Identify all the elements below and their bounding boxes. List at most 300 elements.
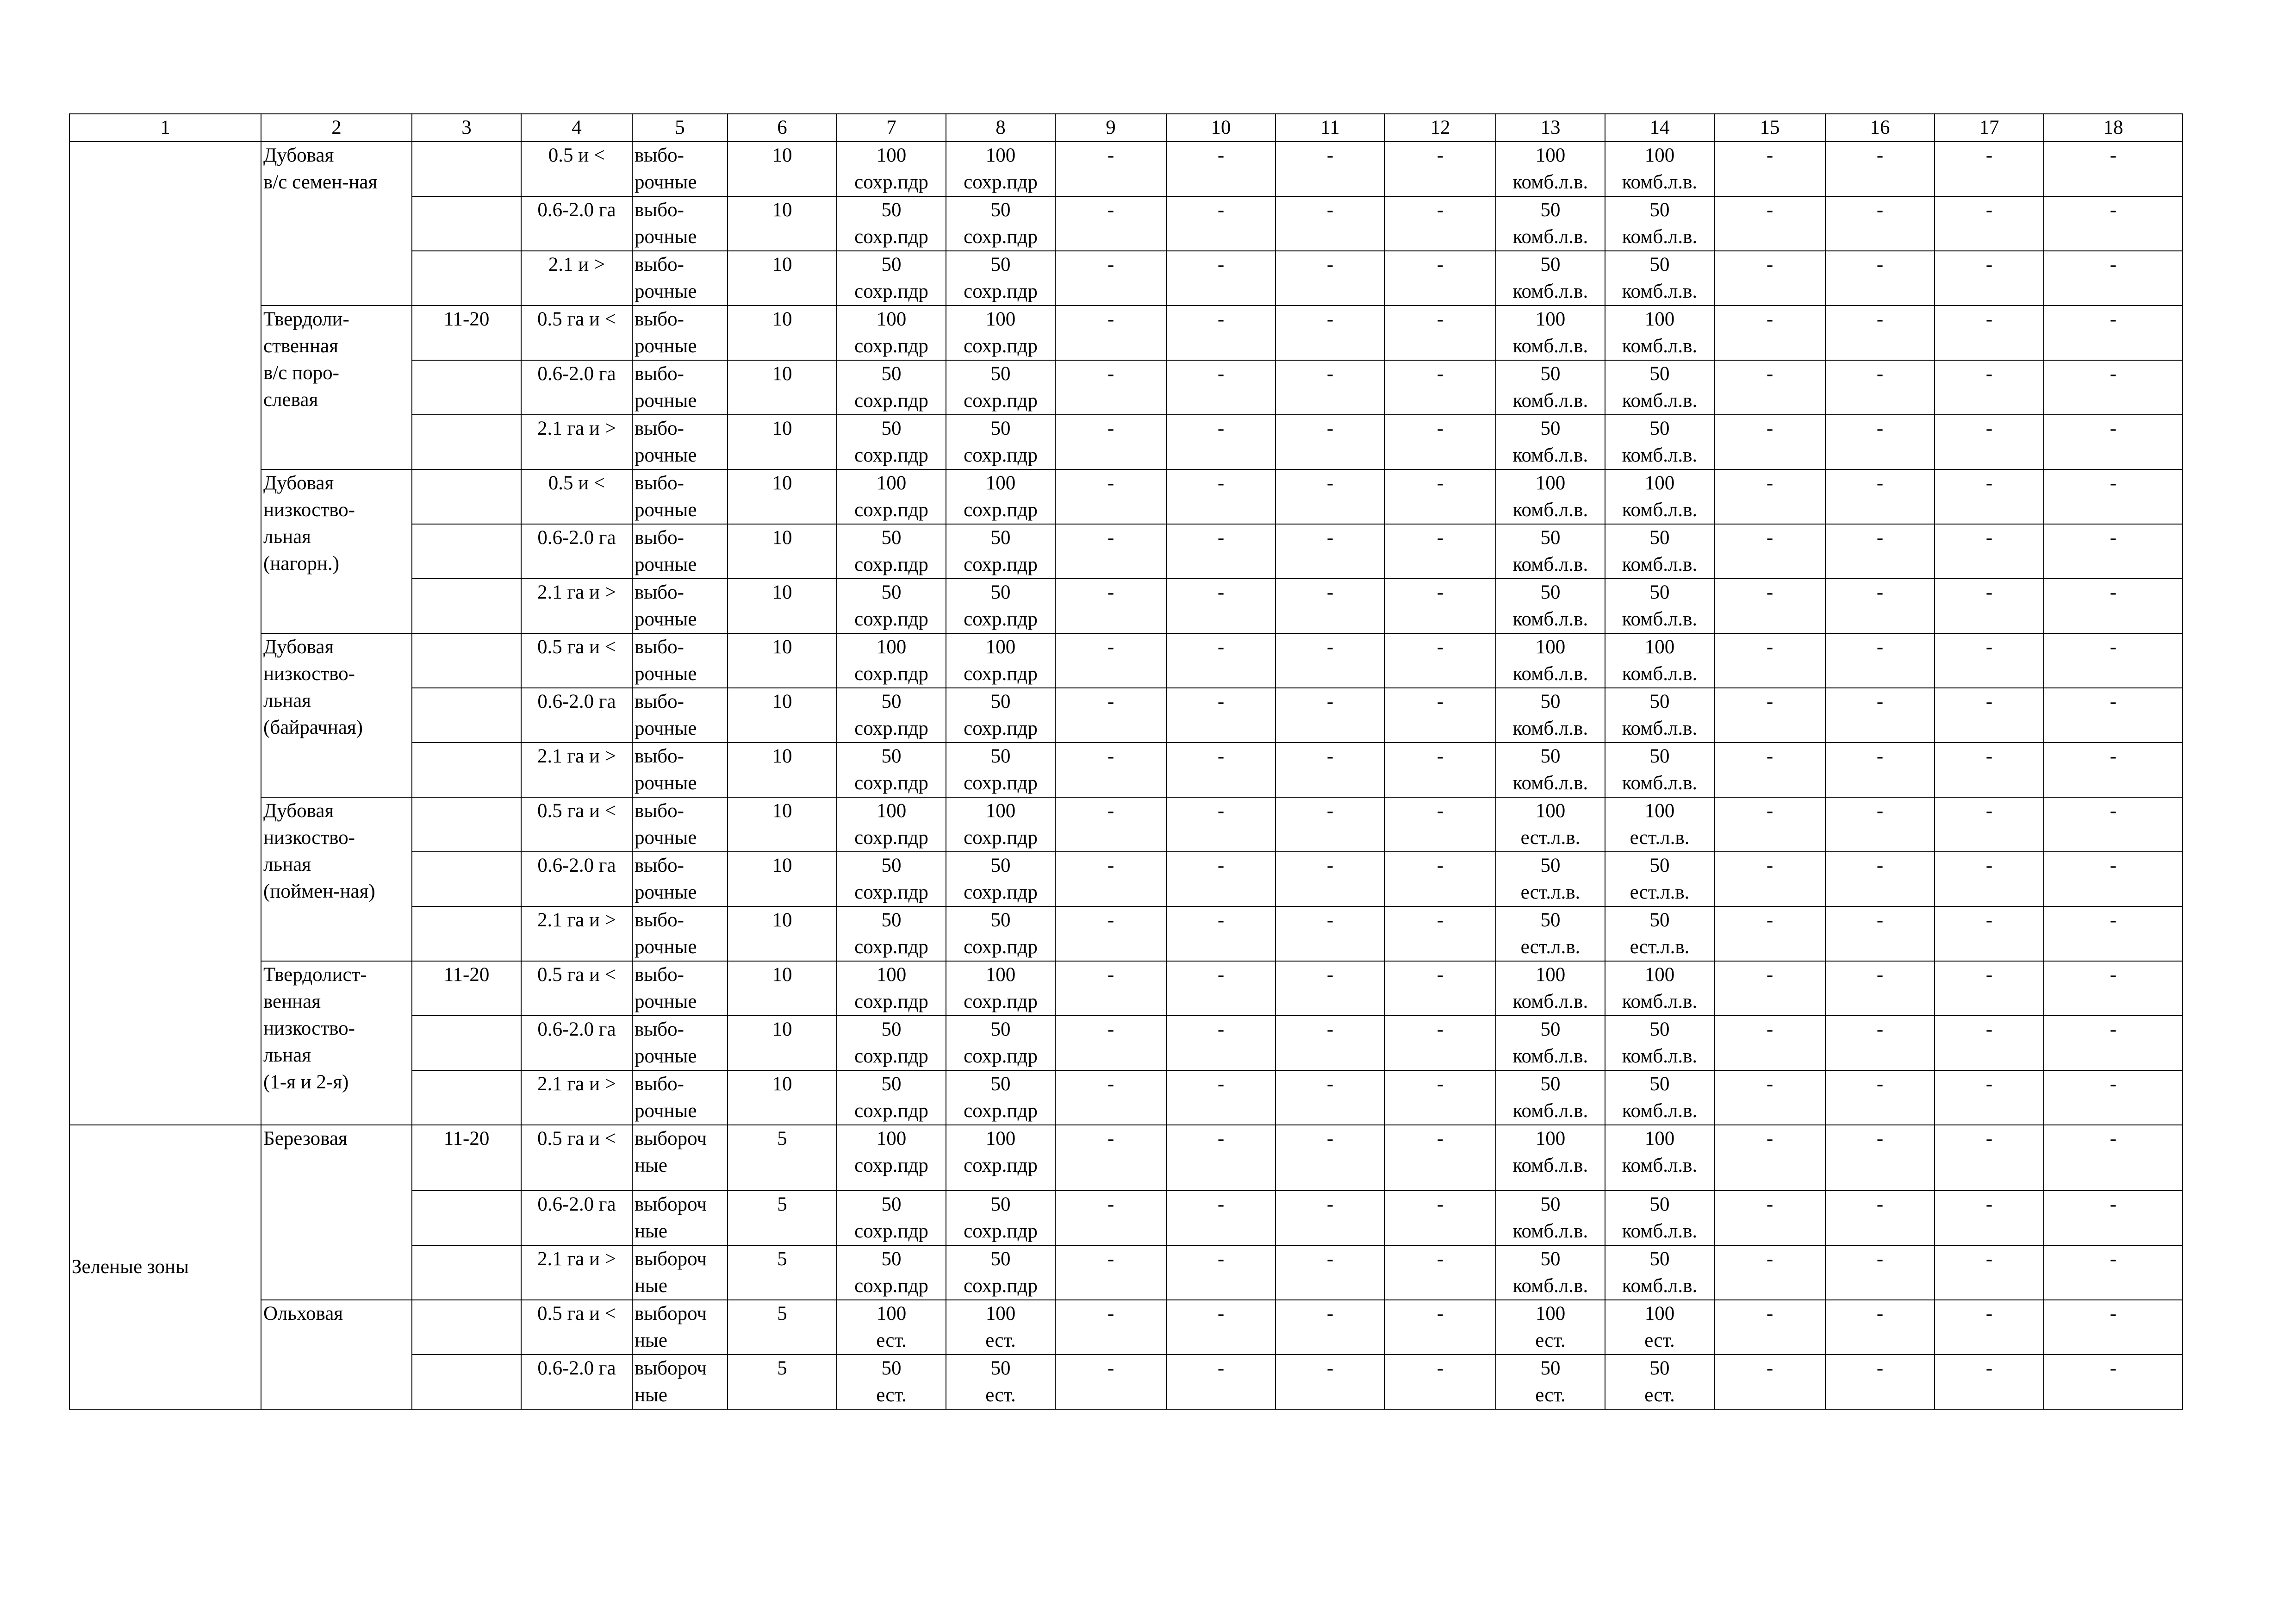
value-cell-c8: 50 сохр.пдр [946, 1191, 1055, 1245]
value-cell-c16: - [1825, 743, 1935, 797]
age-cell: 11-20 [412, 306, 521, 360]
value-cell-c12: - [1385, 688, 1496, 743]
value-cell-c18: - [2044, 142, 2183, 196]
value-cell-c7: 100 ест. [837, 1300, 946, 1355]
table-row [69, 797, 2183, 852]
area-cell: 0.5 га и < [521, 797, 632, 852]
value-cell-c15: - [1714, 633, 1825, 688]
value-cell-c17: - [1935, 1191, 2044, 1245]
value-cell-c13: 50 комб.л.в. [1496, 360, 1605, 415]
value-cell-c10: - [1166, 1070, 1276, 1125]
value-cell-c11: - [1276, 961, 1385, 1016]
value-cell-c18: - [2044, 306, 2183, 360]
value-cell-c12: - [1385, 469, 1496, 524]
area-cell: 0.6-2.0 га [521, 524, 632, 579]
value-cell-c7: 100 сохр.пдр [837, 142, 946, 196]
rate-cell: 10 [728, 142, 837, 196]
value-cell-c14: 50 комб.л.в. [1605, 579, 1714, 633]
header-cell: 10 [1166, 114, 1276, 142]
method-cell: выбороч ные [632, 1300, 728, 1355]
value-cell-c7: 50 сохр.пдр [837, 906, 946, 961]
header-row [69, 114, 2183, 142]
value-cell-c7: 100 сохр.пдр [837, 1125, 946, 1191]
value-cell-c13: 50 комб.л.в. [1496, 251, 1605, 306]
value-cell-c17: - [1935, 1300, 2044, 1355]
value-cell-c11: - [1276, 1191, 1385, 1245]
age-cell [412, 469, 521, 524]
value-cell-c11: - [1276, 306, 1385, 360]
value-cell-c17: - [1935, 961, 2044, 1016]
value-cell-c11: - [1276, 360, 1385, 415]
value-cell-c9: - [1055, 142, 1166, 196]
value-cell-c14: 50 ест.л.в. [1605, 852, 1714, 906]
value-cell-c10: - [1166, 469, 1276, 524]
value-cell-c17: - [1935, 633, 2044, 688]
method-cell: выбо- рочные [632, 306, 728, 360]
value-cell-c16: - [1825, 306, 1935, 360]
value-cell-c17: - [1935, 852, 2044, 906]
area-cell: 2.1 га и > [521, 1070, 632, 1125]
rate-cell: 5 [728, 1191, 837, 1245]
value-cell-c17: - [1935, 360, 2044, 415]
rate-cell: 10 [728, 415, 837, 469]
value-cell-c12: - [1385, 1191, 1496, 1245]
value-cell-c18: - [2044, 1300, 2183, 1355]
value-cell-c10: - [1166, 1245, 1276, 1300]
value-cell-c7: 100 сохр.пдр [837, 469, 946, 524]
stand-type-cell: Березовая [261, 1125, 412, 1300]
value-cell-c16: - [1825, 360, 1935, 415]
area-cell: 0.6-2.0 га [521, 1016, 632, 1070]
header-cell: 4 [521, 114, 632, 142]
zone-label: Зеленые зоны [72, 1256, 189, 1278]
value-cell-c9: - [1055, 1355, 1166, 1409]
value-cell-c11: - [1276, 524, 1385, 579]
value-cell-c16: - [1825, 797, 1935, 852]
value-cell-c16: - [1825, 1355, 1935, 1409]
area-cell: 2.1 га и > [521, 906, 632, 961]
value-cell-c15: - [1714, 797, 1825, 852]
age-cell [412, 415, 521, 469]
value-cell-c12: - [1385, 1355, 1496, 1409]
value-cell-c10: - [1166, 251, 1276, 306]
value-cell-c17: - [1935, 797, 2044, 852]
header-cell: 7 [837, 114, 946, 142]
value-cell-c8: 100 сохр.пдр [946, 633, 1055, 688]
age-cell: 11-20 [412, 961, 521, 1016]
value-cell-c8: 50 сохр.пдр [946, 579, 1055, 633]
value-cell-c14: 100 комб.л.в. [1605, 961, 1714, 1016]
value-cell-c11: - [1276, 1070, 1385, 1125]
value-cell-c7: 50 сохр.пдр [837, 688, 946, 743]
value-cell-c14: 50 комб.л.в. [1605, 360, 1714, 415]
value-cell-c8: 50 ест. [946, 1355, 1055, 1409]
value-cell-c10: - [1166, 743, 1276, 797]
header-cell: 3 [412, 114, 521, 142]
method-cell: выбороч ные [632, 1191, 728, 1245]
value-cell-c9: - [1055, 1245, 1166, 1300]
value-cell-c14: 100 комб.л.в. [1605, 633, 1714, 688]
value-cell-c12: - [1385, 142, 1496, 196]
age-cell [412, 1191, 521, 1245]
value-cell-c15: - [1714, 852, 1825, 906]
value-cell-c13: 100 комб.л.в. [1496, 633, 1605, 688]
age-cell [412, 251, 521, 306]
value-cell-c9: - [1055, 524, 1166, 579]
value-cell-c7: 50 сохр.пдр [837, 251, 946, 306]
age-cell [412, 1355, 521, 1409]
value-cell-c14: 50 комб.л.в. [1605, 743, 1714, 797]
value-cell-c18: - [2044, 1245, 2183, 1300]
value-cell-c11: - [1276, 1245, 1385, 1300]
age-cell [412, 906, 521, 961]
value-cell-c18: - [2044, 1191, 2183, 1245]
header-cell: 16 [1825, 114, 1935, 142]
table-row [69, 306, 2183, 360]
table-row [69, 1125, 2183, 1191]
value-cell-c14: 50 комб.л.в. [1605, 251, 1714, 306]
stand-type-cell: Твердолист- венная низкоство- льная (1-я и 2-я) [261, 961, 412, 1125]
area-cell: 0.6-2.0 га [521, 688, 632, 743]
value-cell-c17: - [1935, 579, 2044, 633]
value-cell-c7: 100 сохр.пдр [837, 633, 946, 688]
value-cell-c13: 50 комб.л.в. [1496, 1016, 1605, 1070]
value-cell-c16: - [1825, 1070, 1935, 1125]
zone-cell [69, 1125, 261, 1409]
value-cell-c18: - [2044, 579, 2183, 633]
value-cell-c8: 50 сохр.пдр [946, 415, 1055, 469]
value-cell-c17: - [1935, 743, 2044, 797]
value-cell-c7: 50 ест. [837, 1355, 946, 1409]
value-cell-c17: - [1935, 1355, 2044, 1409]
value-cell-c18: - [2044, 1125, 2183, 1191]
value-cell-c9: - [1055, 961, 1166, 1016]
value-cell-c13: 50 комб.л.в. [1496, 743, 1605, 797]
value-cell-c16: - [1825, 961, 1935, 1016]
value-cell-c14: 50 комб.л.в. [1605, 1245, 1714, 1300]
method-cell: выбо- рочные [632, 415, 728, 469]
header-cell: 5 [632, 114, 728, 142]
value-cell-c16: - [1825, 251, 1935, 306]
method-cell: выбо- рочные [632, 142, 728, 196]
value-cell-c7: 50 сохр.пдр [837, 1070, 946, 1125]
value-cell-c16: - [1825, 142, 1935, 196]
value-cell-c15: - [1714, 469, 1825, 524]
value-cell-c8: 50 сохр.пдр [946, 906, 1055, 961]
value-cell-c14: 50 комб.л.в. [1605, 524, 1714, 579]
value-cell-c18: - [2044, 251, 2183, 306]
value-cell-c8: 50 сохр.пдр [946, 1070, 1055, 1125]
rate-cell: 10 [728, 961, 837, 1016]
value-cell-c7: 50 сохр.пдр [837, 1191, 946, 1245]
age-cell [412, 1300, 521, 1355]
value-cell-c10: - [1166, 797, 1276, 852]
value-cell-c7: 50 сохр.пдр [837, 360, 946, 415]
value-cell-c8: 100 сохр.пдр [946, 306, 1055, 360]
value-cell-c10: - [1166, 961, 1276, 1016]
age-cell [412, 852, 521, 906]
value-cell-c15: - [1714, 961, 1825, 1016]
value-cell-c9: - [1055, 852, 1166, 906]
value-cell-c9: - [1055, 1070, 1166, 1125]
value-cell-c11: - [1276, 906, 1385, 961]
rate-cell: 10 [728, 469, 837, 524]
value-cell-c9: - [1055, 196, 1166, 251]
area-cell: 0.5 га и < [521, 961, 632, 1016]
value-cell-c8: 50 сохр.пдр [946, 1016, 1055, 1070]
method-cell: выбороч ные [632, 1245, 728, 1300]
rate-cell: 10 [728, 906, 837, 961]
header-cell: 14 [1605, 114, 1714, 142]
value-cell-c18: - [2044, 415, 2183, 469]
value-cell-c16: - [1825, 1125, 1935, 1191]
value-cell-c12: - [1385, 743, 1496, 797]
value-cell-c15: - [1714, 1016, 1825, 1070]
value-cell-c12: - [1385, 1300, 1496, 1355]
value-cell-c13: 50 комб.л.в. [1496, 1070, 1605, 1125]
rate-cell: 10 [728, 579, 837, 633]
value-cell-c7: 100 сохр.пдр [837, 961, 946, 1016]
value-cell-c11: - [1276, 1125, 1385, 1191]
value-cell-c18: - [2044, 961, 2183, 1016]
rate-cell: 10 [728, 1016, 837, 1070]
value-cell-c13: 50 ест.л.в. [1496, 906, 1605, 961]
value-cell-c12: - [1385, 415, 1496, 469]
age-cell [412, 360, 521, 415]
value-cell-c9: - [1055, 1125, 1166, 1191]
value-cell-c9: - [1055, 251, 1166, 306]
value-cell-c12: - [1385, 251, 1496, 306]
header-cell: 12 [1385, 114, 1496, 142]
age-cell [412, 633, 521, 688]
value-cell-c18: - [2044, 743, 2183, 797]
value-cell-c15: - [1714, 688, 1825, 743]
value-cell-c13: 100 комб.л.в. [1496, 961, 1605, 1016]
rate-cell: 10 [728, 743, 837, 797]
rate-cell: 10 [728, 797, 837, 852]
area-cell: 2.1 га и > [521, 743, 632, 797]
header-cell: 11 [1276, 114, 1385, 142]
value-cell-c18: - [2044, 360, 2183, 415]
value-cell-c18: - [2044, 633, 2183, 688]
value-cell-c17: - [1935, 306, 2044, 360]
value-cell-c10: - [1166, 524, 1276, 579]
value-cell-c17: - [1935, 415, 2044, 469]
value-cell-c18: - [2044, 688, 2183, 743]
value-cell-c13: 50 ест. [1496, 1355, 1605, 1409]
value-cell-c14: 100 комб.л.в. [1605, 469, 1714, 524]
value-cell-c10: - [1166, 1300, 1276, 1355]
table-row [69, 469, 2183, 524]
method-cell: выбо- рочные [632, 633, 728, 688]
value-cell-c15: - [1714, 360, 1825, 415]
value-cell-c15: - [1714, 1125, 1825, 1191]
value-cell-c9: - [1055, 797, 1166, 852]
value-cell-c16: - [1825, 1191, 1935, 1245]
value-cell-c8: 50 сохр.пдр [946, 360, 1055, 415]
method-cell: выбо- рочные [632, 524, 728, 579]
header-cell: 8 [946, 114, 1055, 142]
value-cell-c17: - [1935, 1245, 2044, 1300]
value-cell-c18: - [2044, 1070, 2183, 1125]
value-cell-c15: - [1714, 196, 1825, 251]
value-cell-c11: - [1276, 1355, 1385, 1409]
method-cell: выбо- рочные [632, 797, 728, 852]
value-cell-c10: - [1166, 1125, 1276, 1191]
value-cell-c13: 50 комб.л.в. [1496, 579, 1605, 633]
value-cell-c16: - [1825, 633, 1935, 688]
method-cell: выбо- рочные [632, 1016, 728, 1070]
header-cell: 6 [728, 114, 837, 142]
value-cell-c10: - [1166, 196, 1276, 251]
value-cell-c15: - [1714, 142, 1825, 196]
value-cell-c8: 100 сохр.пдр [946, 1125, 1055, 1191]
value-cell-c18: - [2044, 196, 2183, 251]
value-cell-c15: - [1714, 415, 1825, 469]
table-row [69, 142, 2183, 196]
value-cell-c14: 50 ест. [1605, 1355, 1714, 1409]
area-cell: 0.5 и < [521, 142, 632, 196]
age-cell [412, 688, 521, 743]
value-cell-c13: 100 ест.л.в. [1496, 797, 1605, 852]
value-cell-c8: 100 сохр.пдр [946, 142, 1055, 196]
method-cell: выбо- рочные [632, 251, 728, 306]
method-cell: выбороч ные [632, 1125, 728, 1191]
age-cell [412, 743, 521, 797]
value-cell-c10: - [1166, 1355, 1276, 1409]
method-cell: выбо- рочные [632, 688, 728, 743]
value-cell-c17: - [1935, 1125, 2044, 1191]
method-cell: выбо- рочные [632, 360, 728, 415]
value-cell-c8: 100 сохр.пдр [946, 469, 1055, 524]
value-cell-c7: 50 сохр.пдр [837, 196, 946, 251]
rate-cell: 10 [728, 524, 837, 579]
header-cell: 13 [1496, 114, 1605, 142]
header-cell: 17 [1935, 114, 2044, 142]
value-cell-c11: - [1276, 797, 1385, 852]
value-cell-c10: - [1166, 142, 1276, 196]
value-cell-c14: 50 комб.л.в. [1605, 1016, 1714, 1070]
forestry-table [69, 113, 2183, 1410]
value-cell-c12: - [1385, 1125, 1496, 1191]
age-cell: 11-20 [412, 1125, 521, 1191]
area-cell: 0.5 га и < [521, 306, 632, 360]
value-cell-c7: 50 сохр.пдр [837, 1245, 946, 1300]
value-cell-c12: - [1385, 524, 1496, 579]
value-cell-c13: 100 комб.л.в. [1496, 306, 1605, 360]
value-cell-c14: 100 комб.л.в. [1605, 1125, 1714, 1191]
value-cell-c18: - [2044, 797, 2183, 852]
value-cell-c16: - [1825, 1245, 1935, 1300]
value-cell-c12: - [1385, 906, 1496, 961]
value-cell-c12: - [1385, 1070, 1496, 1125]
value-cell-c7: 50 сохр.пдр [837, 415, 946, 469]
value-cell-c12: - [1385, 360, 1496, 415]
value-cell-c8: 50 сохр.пдр [946, 688, 1055, 743]
value-cell-c18: - [2044, 852, 2183, 906]
value-cell-c12: - [1385, 579, 1496, 633]
value-cell-c9: - [1055, 633, 1166, 688]
stand-type-cell: Дубовая низкоство- льная (нагорн.) [261, 469, 412, 633]
rate-cell: 10 [728, 633, 837, 688]
value-cell-c9: - [1055, 415, 1166, 469]
area-cell: 0.5 га и < [521, 1125, 632, 1191]
value-cell-c10: - [1166, 688, 1276, 743]
value-cell-c16: - [1825, 1016, 1935, 1070]
value-cell-c11: - [1276, 688, 1385, 743]
method-cell: выбо- рочные [632, 579, 728, 633]
value-cell-c14: 50 ест.л.в. [1605, 906, 1714, 961]
method-cell: выбо- рочные [632, 1070, 728, 1125]
value-cell-c8: 50 сохр.пдр [946, 524, 1055, 579]
stand-type-cell: Твердоли- ственная в/с поро- слевая [261, 306, 412, 469]
value-cell-c15: - [1714, 906, 1825, 961]
age-cell [412, 1070, 521, 1125]
value-cell-c14: 100 ест. [1605, 1300, 1714, 1355]
header-cell: 18 [2044, 114, 2183, 142]
header-cell: 1 [69, 114, 261, 142]
value-cell-c10: - [1166, 633, 1276, 688]
value-cell-c14: 50 комб.л.в. [1605, 415, 1714, 469]
age-cell [412, 1245, 521, 1300]
value-cell-c17: - [1935, 1070, 2044, 1125]
rate-cell: 10 [728, 196, 837, 251]
rate-cell: 5 [728, 1245, 837, 1300]
value-cell-c11: - [1276, 852, 1385, 906]
value-cell-c17: - [1935, 1016, 2044, 1070]
value-cell-c13: 100 комб.л.в. [1496, 469, 1605, 524]
method-cell: выбо- рочные [632, 961, 728, 1016]
value-cell-c7: 50 сохр.пдр [837, 1016, 946, 1070]
value-cell-c13: 50 ест.л.в. [1496, 852, 1605, 906]
value-cell-c11: - [1276, 1016, 1385, 1070]
header-cell: 9 [1055, 114, 1166, 142]
stand-type-cell: Ольховая [261, 1300, 412, 1409]
value-cell-c18: - [2044, 906, 2183, 961]
value-cell-c11: - [1276, 142, 1385, 196]
value-cell-c18: - [2044, 469, 2183, 524]
value-cell-c9: - [1055, 579, 1166, 633]
value-cell-c12: - [1385, 852, 1496, 906]
value-cell-c8: 100 ест. [946, 1300, 1055, 1355]
value-cell-c11: - [1276, 579, 1385, 633]
header-cell: 2 [261, 114, 412, 142]
method-cell: выбо- рочные [632, 469, 728, 524]
value-cell-c9: - [1055, 688, 1166, 743]
rate-cell: 10 [728, 1070, 837, 1125]
value-cell-c14: 100 ест.л.в. [1605, 797, 1714, 852]
table-row [69, 1300, 2183, 1355]
stand-type-cell: Дубовая низкоство- льная (поймен-ная) [261, 797, 412, 961]
value-cell-c11: - [1276, 196, 1385, 251]
area-cell: 0.6-2.0 га [521, 360, 632, 415]
value-cell-c10: - [1166, 852, 1276, 906]
value-cell-c12: - [1385, 1245, 1496, 1300]
value-cell-c12: - [1385, 961, 1496, 1016]
area-cell: 0.6-2.0 га [521, 1191, 632, 1245]
value-cell-c18: - [2044, 524, 2183, 579]
value-cell-c13: 50 комб.л.в. [1496, 524, 1605, 579]
value-cell-c10: - [1166, 360, 1276, 415]
value-cell-c9: - [1055, 1300, 1166, 1355]
value-cell-c12: - [1385, 633, 1496, 688]
age-cell [412, 196, 521, 251]
value-cell-c15: - [1714, 306, 1825, 360]
value-cell-c9: - [1055, 360, 1166, 415]
age-cell [412, 524, 521, 579]
value-cell-c8: 50 сохр.пдр [946, 251, 1055, 306]
value-cell-c8: 50 сохр.пдр [946, 852, 1055, 906]
